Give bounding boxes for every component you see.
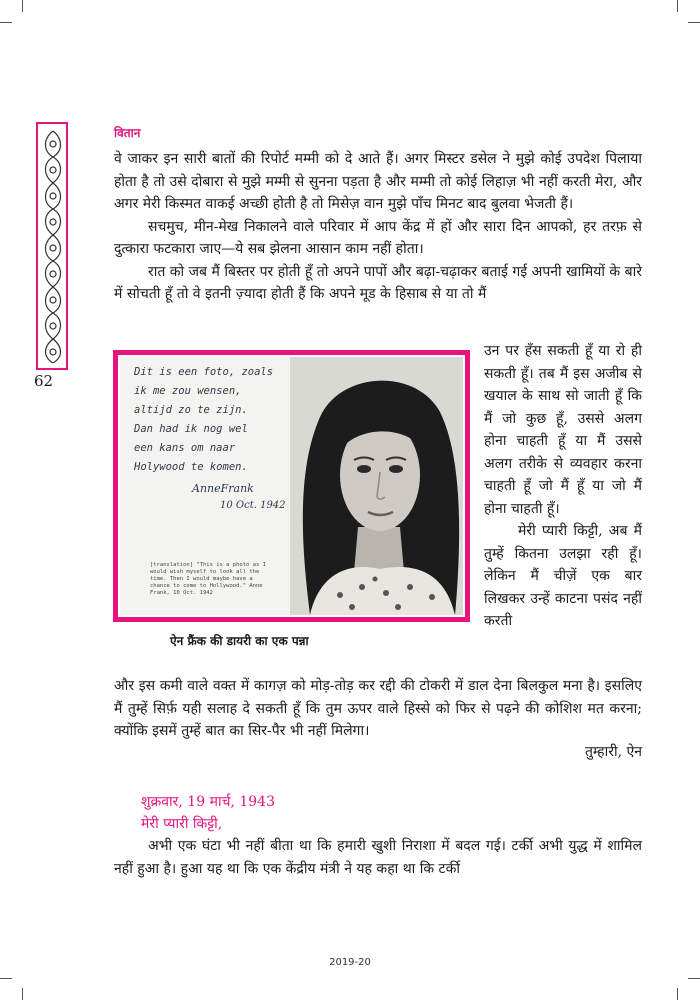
text-block-top	[114, 148, 642, 306]
signature-date: 10 Oct. 1942	[220, 500, 286, 511]
diary-page-figure	[113, 350, 470, 622]
crop-mark	[688, 22, 700, 23]
handwriting-line: Dit is een foto, zoals	[134, 366, 274, 378]
text-block-final	[114, 835, 642, 880]
paragraph: और इस कमी वाले वक्त में कागज़ को मोड़-तोड़ कर रद्दी की टोकरी में डाल देना बिलकुल मना है। इसलिए मैं तुम्हें सिर्फ़ यही सलाह दे सकती हूँ कि तुम ऊपर वाले हिस्से को फिर से पढ़ने की कोशिश मत करना; क्योंकि इसमें तुम्हें बात का सिर-पैर भी नहीं मिलेगा।	[114, 678, 642, 739]
figure-caption: ऐन फ्रैंक की डायरी का एक पन्ना	[170, 634, 309, 648]
text-block-bottom	[114, 675, 642, 743]
paragraph: अभी एक घंटा भी नहीं बीता था कि हमारी खुशी निराशा में बदल गई। टर्की अभी युद्ध में शामिल नहीं हुआ है। हुआ यह था कि एक केंद्रीय मंत्री ने यह कहा था कि टर्की	[114, 838, 642, 877]
paragraph: रात को जब मैं बिस्तर पर होती हूँ तो अपने पापों और बढ़ा-चढ़ाकर बताई गई अपनी खामियों के बारे में सोचती हूँ तो वे इतनी ज़्यादा होती हैं कि अपने मूड के हिसाब से या तो मैं	[114, 263, 642, 302]
handwriting-line: Holywood te komen.	[134, 461, 248, 473]
page-footer-year: 2019-20	[329, 957, 371, 968]
signature: AnneFrank	[192, 482, 254, 495]
entry-date: शुक्रवार, 19 मार्च, 1943	[141, 794, 275, 810]
handwriting-line: altijd zo te zijn.	[134, 404, 248, 416]
handwriting-line: ik me zou wensen,	[134, 385, 242, 397]
diary-photo	[120, 357, 463, 615]
handwritten-note	[134, 363, 273, 477]
text-column-right	[484, 340, 642, 633]
crop-mark	[0, 22, 12, 23]
entry-date-heading	[141, 791, 275, 835]
paragraph: वे जाकर इन सारी बातों की रिपोर्ट मम्मी को दे आते हैं। अगर मिस्टर डसेल ने मुझे कोई उपदेश पिलाया होता है तो उसे दोबारा से मुझे मम्मी से सुनना पड़ता है और मम्मी तो कोई लिहाज़ भी नहीं करती मेरा, और अगर मेरी किस्मत वाकई अच्छी होती है तो मिसेज़ वान मुझे पाँच मिनट बाद बुलवा भेजती हैं।	[114, 151, 642, 212]
handwriting-line: Dan had ik nog wel	[134, 423, 248, 435]
paragraph: सचमुच, मीन-मेख निकालने वाले परिवार में आप केंद्र में हों और सारा दिन आपको, हर तरफ़ से दुत्कारा फटकारा जाए—ये सब झेलना आसान काम नहीं होता।	[114, 218, 642, 257]
crop-mark	[22, 988, 23, 1000]
letter-signoff: तुम्हारी, ऐन	[584, 744, 642, 760]
paragraph: उन पर हँस सकती हूँ या रो ही सकती हूँ। तब मैं इस अजीब से खयाल के साथ सो जाती हूँ कि मैं जो कुछ हूँ, उससे अलग होना चाहती हूँ या मैं उससे अलग तरीके से व्यवहार करना चाहती हूँ जो मैं हूँ या जो मैं होना चाहती हूँ।	[484, 343, 642, 517]
crop-mark	[677, 0, 678, 12]
paragraph: मेरी प्यारी किट्टी, अब मैं तुम्हें कितना उलझा रही हूँ। लेकिन मैं चीज़ें एक बार लिखकर उन्हें काटना पसंद नहीं करती	[484, 523, 642, 629]
crop-mark	[677, 988, 678, 1000]
crop-mark	[688, 978, 700, 979]
translation-note: [translation] "This is a photo as I would wish myself to look all the time. Then I would maybe have a chance to come to Hollywood." Anne Frank, 10 Oct. 1942	[150, 562, 266, 596]
ornament-pattern	[41, 127, 65, 365]
crop-mark	[0, 978, 12, 979]
page-number: 62	[34, 372, 54, 390]
portrait-photo	[290, 357, 463, 615]
salutation: मेरी प्यारी किट्टी,	[141, 816, 223, 832]
crop-mark	[22, 0, 23, 12]
section-title: वितान	[114, 126, 141, 140]
decorative-border	[36, 122, 68, 370]
handwriting-line: een kans om naar	[134, 442, 236, 454]
